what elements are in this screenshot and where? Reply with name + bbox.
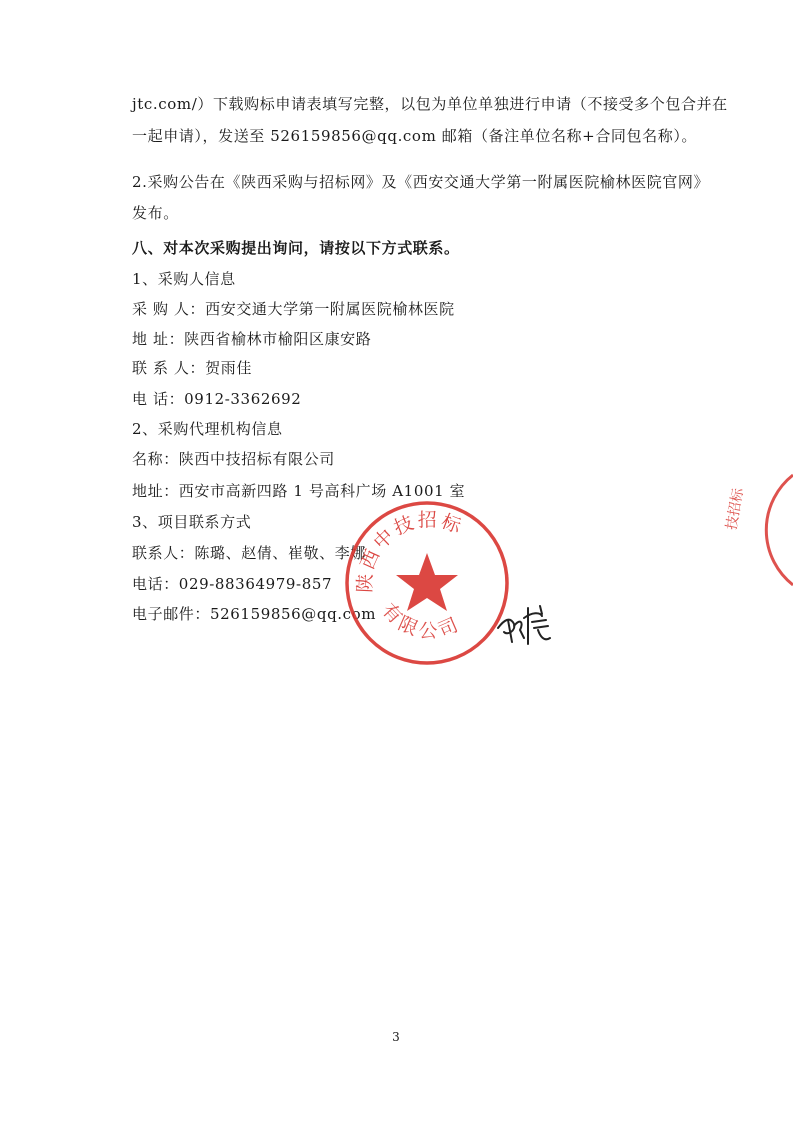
- svg-text:有限公司: [377, 599, 465, 642]
- seal-text-top: 陕西中技招标: [353, 509, 467, 594]
- section-heading: 八、对本次采购提出询问，请按以下方式联系。: [132, 239, 460, 257]
- seal-text-bottom: 有限公司: [377, 599, 465, 643]
- partial-seal-text: 技招标: [723, 487, 747, 532]
- purchaser-heading: 1、采购人信息: [132, 270, 236, 288]
- purchaser-contact: 联 系 人：贺雨佳: [132, 359, 252, 377]
- project-contacts: 联系人：陈璐、赵倩、崔敬、李娜: [132, 544, 367, 562]
- project-phone: 电话：029-88364979-857: [132, 575, 333, 593]
- agency-heading: 2、采购代理机构信息: [132, 420, 283, 438]
- paragraph2-line2: 发布。: [132, 204, 179, 222]
- agency-address: 地址：西安市高新四路 1 号高科广场 A1001 室: [132, 482, 466, 500]
- company-seal: [342, 498, 512, 668]
- purchaser-phone: 电 话：0912-3362692: [132, 390, 302, 408]
- paragraph2-line1: 2.采购公告在《陕西采购与招标网》及《西安交通大学第一附属医院榆林医院官网》: [132, 173, 710, 191]
- handwritten-signature: [494, 598, 556, 652]
- partial-seal: [723, 470, 793, 590]
- seal-star-icon: [396, 553, 458, 611]
- project-email: 电子邮件：526159856@qq.com: [132, 605, 377, 623]
- page-number: 3: [392, 1030, 400, 1044]
- paragraph1-line2: 一起申请），发送至 526159856@qq.com 邮箱（备注单位名称+合同包名称）。: [132, 127, 698, 145]
- project-contact-heading: 3、项目联系方式: [132, 513, 252, 531]
- agency-name: 名称：陕西中技招标有限公司: [132, 450, 335, 468]
- purchaser-address: 地 址：陕西省榆林市榆阳区康安路: [132, 330, 372, 348]
- paragraph1-line1: jtc.com/）下载购标申请表填写完整，以包为单位单独进行申请（不接受多个包合并在: [132, 95, 728, 113]
- purchaser-name: 采 购 人：西安交通大学第一附属医院榆林医院: [132, 300, 455, 318]
